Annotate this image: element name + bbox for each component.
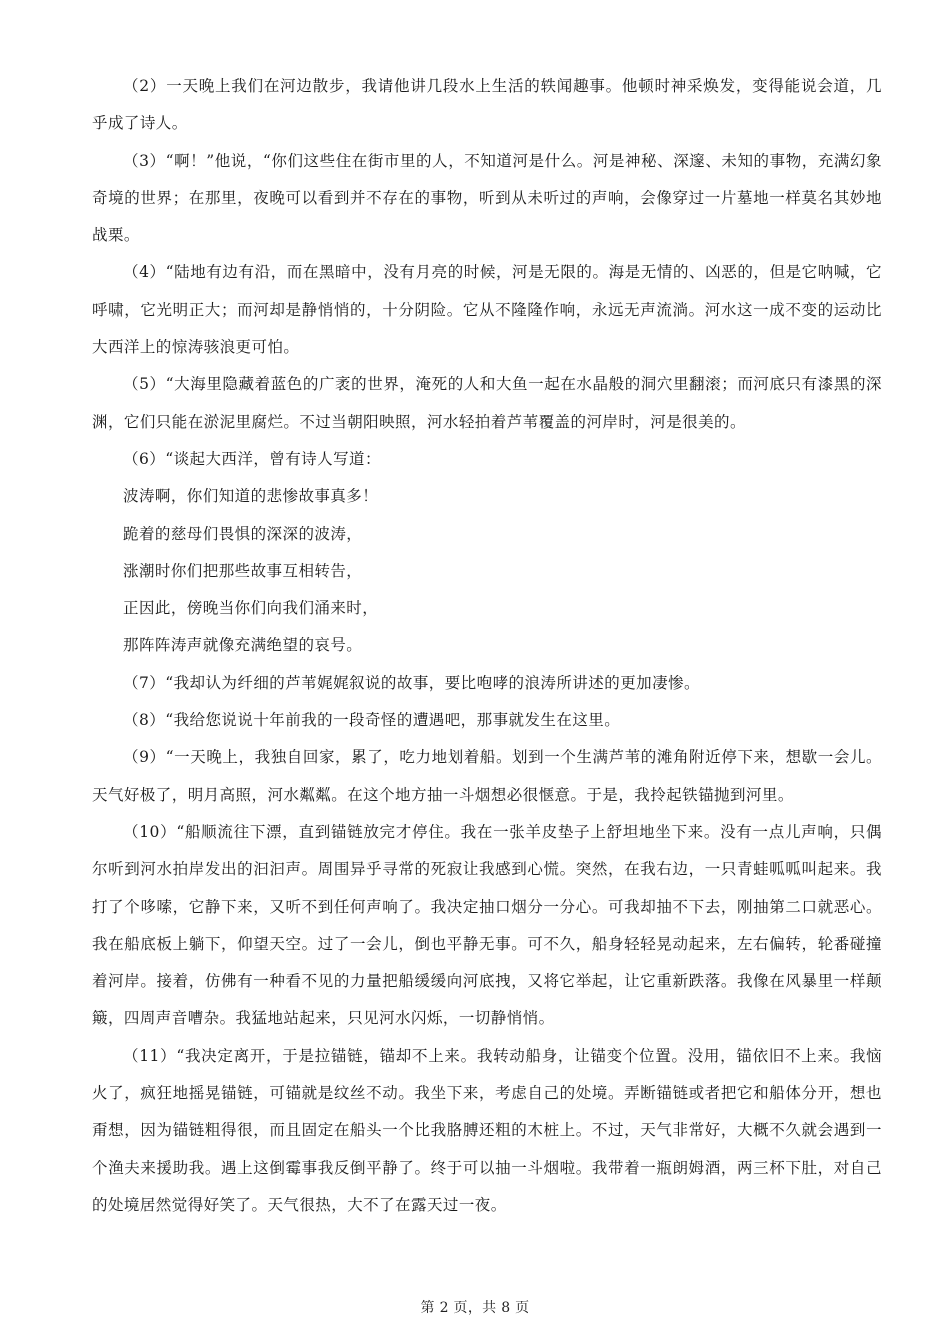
paragraph-10: （10）“船顺流往下漂，直到锚链放完才停住。我在一张羊皮垫子上舒坦地坐下来。没有一点儿声响，只偶尔听到河水拍岸发出的汩汩声。周围异乎寻常的死寂让我感到心慌。突然，在我右边，一只青蛙呱呱叫起来。我打了个哆嗦，它静下来，又听不到任何声响了。我决定抽口烟分一分心。可我却抽不下去，刚抽第二口就恶心。我在船底板上躺下，仰望天空。过了一会儿，倒也平静无事。可不久，船身轻轻晃动起来，左右偏转，轮番碰撞着河岸。接着，仿佛有一种看不见的力量把船缓缓向河底拽，又将它举起，让它重新跌落。我像在风暴里一样颠簸，四周声音嘈杂。我猛地站起来，只见河水闪烁，一切静悄悄。	[92, 822, 882, 1028]
paragraph-8: （8）“我给您说说十年前我的一段奇怪的遭遇吧，那事就发生在这里。	[123, 711, 621, 730]
paragraph-6: （6）“谈起大西洋，曾有诗人写道：	[123, 449, 381, 468]
paragraph-11: （11）“我决定离开，于是拉锚链，锚却不上来。我转动船身，让锚变个位置。没用，锚依旧不上来。我恼火了，疯狂地摇晃锚链，可锚就是纹丝不动。我坐下来，考虑自己的处境。弄断锚链或者把它和船体分开，想也甭想，因为锚链粗得很，而且固定在船头一个比我胳膊还粗的木桩上。不过，天气非常好，大概不久就会遇到一个渔夫来援助我。遇上这倒霉事我反倒平静了。终于可以抽一斗烟啦。我带着一瓶朗姆酒，两三杯下肚，对自己的处境居然觉得好笑了。天气很热，大不了在露天过一夜。	[92, 1046, 882, 1214]
poem-line: 正因此，傍晚当你们向我们涌来时，	[123, 599, 379, 618]
paragraph-3: （3）“啊！”他说，“你们这些住在街市里的人，不知道河是什么。河是神秘、深邃、未知的事物，充满幻象奇境的世界；在那里，夜晚可以看到并不存在的事物，听到从未听过的声响，会像穿过一片墓地一样莫名其妙地战栗。	[92, 151, 882, 245]
paragraph-5: （5）“大海里隐藏着蓝色的广袤的世界，淹死的人和大鱼一起在水晶般的洞穴里翻滚；而河底只有漆黑的深渊，它们只能在淤泥里腐烂。不过当朝阳映照，河水轻拍着芦苇覆盖的河岸时，河是很美的。	[92, 375, 882, 431]
poem-line: 涨潮时你们把那些故事互相转告，	[123, 561, 363, 580]
poem-line: 跪着的慈母们畏惧的深深的波涛，	[123, 524, 363, 543]
paragraph-7: （7）“我却认为纤细的芦苇娓娓叙说的故事，要比咆哮的浪涛所讲述的更加凄惨。	[123, 673, 700, 692]
paragraph-4: （4）“陆地有边有沿，而在黑暗中，没有月亮的时候，河是无限的。海是无情的、凶恶的，但是它呐喊，它呼啸，它光明正大；而河却是静悄悄的，十分阴险。它从不隆隆作响，永远无声流淌。河水这一成不变的运动比大西洋上的惊涛骇浪更可怕。	[92, 263, 882, 357]
paragraph-2: （2）一天晚上我们在河边散步，我请他讲几段水上生活的轶闻趣事。他顿时神采焕发，变得能说会道，几乎成了诗人。	[92, 77, 882, 133]
poem-line: 波涛啊，你们知道的悲惨故事真多！	[123, 487, 379, 506]
poem-line: 那阵阵涛声就像充满绝望的哀号。	[123, 636, 363, 655]
document-body	[92, 68, 882, 1224]
poem-block	[92, 478, 882, 664]
paragraph-9: （9）“一天晚上，我独自回家，累了，吃力地划着船。划到一个生满芦苇的滩角附近停下来，想歇一会儿。天气好极了，明月高照，河水粼粼。在这个地方抽一斗烟想必很惬意。于是，我拎起铁锚抛到河里。	[92, 748, 882, 804]
page-number-footer: 第 2 页，共 8 页	[420, 1300, 530, 1316]
